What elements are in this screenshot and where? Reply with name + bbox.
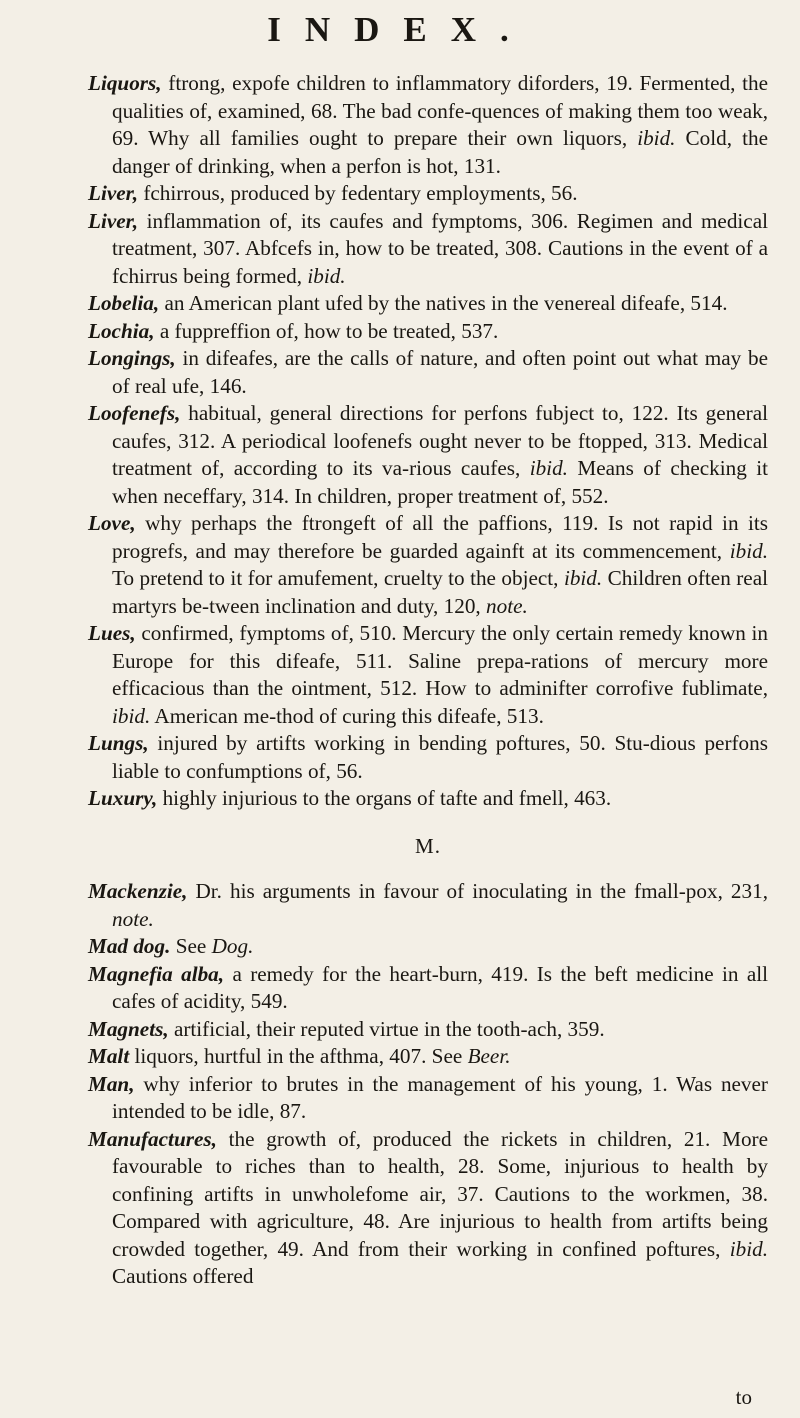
index-entries (88, 70, 768, 1291)
index-entry (88, 620, 768, 730)
entry-text: ftrong, expofe children to inflammatory diforders, 19. Fermented, the qualities of, examined, 68. The bad confe-quences of making them too weak, 69. Why all families ought to prepare their own liquors, (112, 71, 768, 150)
entry-text: inflammation of, its caufes and fymptoms, 306. Regimen and medical treatment, 307. Abfcefs in, how to be treated, 308. Cautions in the event of a fchirrus being formed, (112, 208, 768, 288)
entry-text: Children often real martyrs be-tween inclination and duty, 120, (112, 566, 768, 618)
entry-reference-italic: ibid. (563, 566, 603, 590)
entry-reference-italic: ibid. (729, 1236, 768, 1261)
catchword: to (735, 1385, 752, 1409)
index-entry (88, 961, 768, 1016)
entry-text: why perhaps the ftrongeft of all the paffions, 119. Is not rapid in its progrefs, and may therefore be guarded againft at its commencement, (112, 511, 768, 563)
entry-text: Cold, the danger of drinking, when a perfon is hot, 131. (112, 126, 769, 178)
entry-text: Dr. his arguments in favour of inoculating in the fmall-pox, 231, (187, 879, 768, 903)
entry-text: confirmed, fymptoms of, 510. Mercury the only certain remedy known in Europe for this difeafe, 511. Saline prepa-rations of mercury more efficacious than the ointment, 512. How to adminifter corrofive fublimate, (112, 621, 768, 700)
entry-text: in difeafes, are the calls of nature, and often point out what may be of real ufe, 146. (112, 346, 768, 398)
index-entry (88, 400, 768, 510)
entry-text: the growth of, produced the rickets in children, 21. More favourable to riches than to health, 28. Some, injurious to health by confining artifts in unwholefome air, 37. Cautions to the workmen, 38. Compared with agriculture, 48. Are injurious to health from artifts being crowded together, 49. And from their working in confined poftures, (112, 1126, 768, 1261)
entry-reference-italic: note. (486, 593, 528, 618)
entry-text: fchirrous, produced by fedentary employments, 56. (138, 181, 578, 205)
entry-headword: Liver, (88, 208, 139, 233)
entry-reference-italic: ibid. (307, 263, 346, 288)
entry-headword: Lues, (88, 621, 136, 645)
index-entry (88, 785, 768, 813)
entry-headword: Lungs, (88, 731, 149, 755)
entry-headword: Luxury, (88, 786, 158, 810)
entry-headword: Magnets, (88, 1016, 169, 1041)
entry-headword: Lobelia, (88, 291, 160, 315)
entry-headword: Malt (88, 1044, 130, 1068)
index-entry (88, 878, 768, 933)
index-entry (88, 318, 768, 346)
entry-text: habitual, general directions for perfons fubject to, 122. Its general caufes, 312. A periodical loofenefs ought never to be ftopped, 313. Medical treatment of, according to its va-rious caufes, (112, 401, 768, 480)
entry-text: Cautions offered (112, 1264, 254, 1288)
entry-headword: Man, (88, 1071, 135, 1096)
entry-text: highly injurious to the organs of tafte and fmell, 463. (157, 786, 612, 810)
entry-reference-italic: ibid. (112, 703, 151, 728)
entry-text: Means of checking it when neceffary, 314. In children, proper treatment of, 552. (112, 456, 768, 508)
index-entry (88, 933, 768, 961)
entry-headword: Love, (88, 511, 136, 535)
entries-letter-l (88, 70, 768, 813)
entry-reference-italic: ibid. (637, 126, 676, 150)
entry-headword: Loofenefs, (88, 401, 181, 425)
entry-text: a remedy for the heart-burn, 419. Is the beft medicine in all cafes of acidity, 549. (112, 961, 768, 1013)
index-entry (88, 1126, 768, 1291)
entry-text: American me-thod of curing this difeafe, 513. (150, 703, 544, 728)
entry-text: why inferior to brutes in the management of his young, 1. Was never intended to be idle, 87. (112, 1071, 768, 1123)
entry-headword: Liquors, (88, 71, 162, 95)
entry-headword: Mackenzie, (88, 879, 188, 903)
entry-reference-italic: ibid. (729, 538, 768, 563)
entry-headword: Lochia, (88, 318, 155, 343)
entry-headword: Mad dog. (88, 934, 171, 958)
index-entry (88, 345, 768, 400)
entry-headword: Magnefia alba, (88, 961, 225, 986)
entry-headword: Longings, (88, 346, 176, 370)
index-entry (88, 1043, 768, 1071)
entry-reference-italic: ibid. (529, 456, 568, 480)
page-header: INDEX. (267, 10, 533, 49)
entry-text: See (170, 934, 212, 958)
index-entry (88, 290, 768, 318)
index-entry (88, 1016, 768, 1044)
entry-reference-italic: note. (112, 906, 154, 931)
entry-text: an American plant ufed by the natives in the venereal difeafe, 514. (159, 291, 728, 315)
index-entry (88, 1071, 768, 1126)
index-entry (88, 70, 768, 180)
entries-letter-m (88, 878, 768, 1291)
entry-text: artificial, their reputed virtue in the tooth-ach, 359. (168, 1016, 605, 1041)
index-entry (88, 730, 768, 785)
section-heading-m: M. (415, 833, 441, 858)
entry-text: injured by artifts working in bending poftures, 50. Stu-dious perfons liable to confumptions of, 56. (112, 731, 768, 783)
entry-text: To pretend to it for amufement, cruelty to the object, (112, 566, 564, 590)
entry-text: a fuppreffion of, how to be treated, 537. (154, 318, 499, 343)
index-entry (88, 208, 768, 291)
index-entry (88, 180, 768, 208)
entry-reference-italic: Beer. (467, 1044, 511, 1068)
entry-headword: Liver, (88, 181, 139, 205)
entry-reference-italic: Dog. (211, 934, 254, 958)
index-entry (88, 510, 768, 620)
entry-headword: Manufactures, (88, 1126, 217, 1151)
entry-text: liquors, hurtful in the afthma, 407. See (129, 1044, 468, 1068)
